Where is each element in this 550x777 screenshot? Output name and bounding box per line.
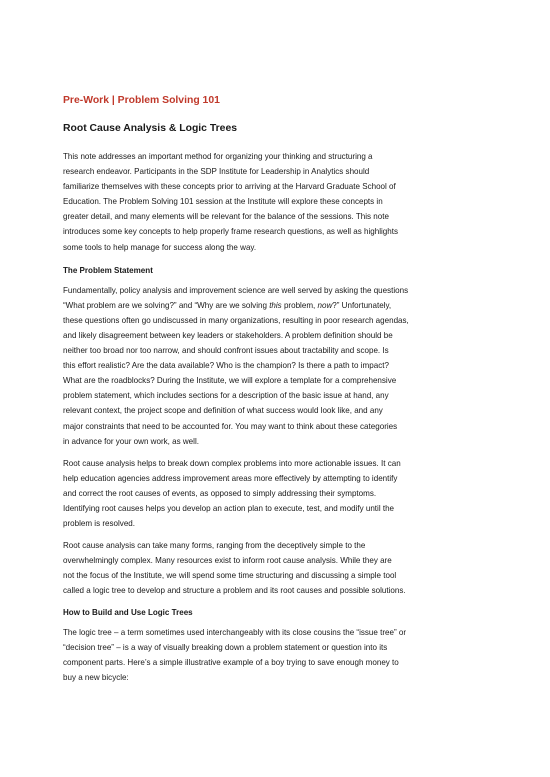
p1-emphasis-now: now (317, 300, 333, 310)
p1-text-a: Fundamentally, policy analysis and improvement science are well served by asking the questions “What problem are we solving?” and “Why are we solving (63, 285, 409, 310)
doc-title: Root Cause Analysis & Logic Trees (63, 123, 237, 134)
root-cause-paragraph: Root cause analysis helps to break down complex problems into more actionable issues. It can help education agencies address improvement areas more effectively by attempting to identify and correct the root causes of events, as opposed to simply addressing their symptoms. Identifying root causes helps you develop an action plan to execute, test, and modify until the problem is resolved. (63, 458, 401, 529)
p1-text-c: ?” Unfortunately, these questions often go undiscussed in many organizations, resulting in poor research agendas, and likely disagreement between key leaders or stakeholders. A problem definition should be neither too broad nor too narrow, and should confront issues about tractability and scope. Is this effort realistic? Are the data available? Who is the champion? Is there a path to impact? What are the roadblocks? During the Institute, we will explore a template for a comprehensive problem statement, which includes sections for a description of the basic issue at hand, any relevant context, the project scope and definition of what success would look like, and any major constraints that need to be accounted for. You may want to think about these categories in advance for your own work, as well. (63, 300, 409, 446)
intro-paragraph: This note addresses an important method for organizing your thinking and structuring a research endeavor. Participants in the SDP Institute for Leadership in Analytics should familiarize themselves with these concepts prior to arriving at the Harvard Graduate School of Education. The Problem Solving 101 session at the Institute will explore these concepts in greater detail, and many elements will be relevant for the balance of the sessions. This note introduces some key concepts to help properly frame research questions, as well as highlights some tools to help manage for success along the way. (63, 152, 399, 252)
root-cause-forms-paragraph: Root cause analysis can take many forms, ranging from the deceptively simple to the overwhelmingly complex. Many resources exist to inform root cause analysis. While they are not the focus of the Institute, we will spend some time structuring and discussing a simple tool called a logic tree to develop and structure a problem and its root causes and possible solutions. (63, 541, 406, 596)
p1-emphasis-this: this (269, 300, 282, 310)
doc-kicker: Pre-Work | Problem Solving 101 (63, 95, 220, 106)
section-heading-problem-statement: The Problem Statement (63, 265, 153, 275)
logic-tree-paragraph: The logic tree – a term sometimes used interchangeably with its close cousins the “issue tree” or “decision tree” – is a way of visually breaking down a problem statement or question into its component parts. Here’s a simple illustrative example of a boy trying to save enough money to buy a new bicycle: (63, 627, 407, 682)
p1-text-b: problem, (281, 300, 318, 310)
section-heading-logic-trees: How to Build and Use Logic Trees (63, 607, 193, 617)
problem-statement-paragraph (63, 283, 488, 449)
